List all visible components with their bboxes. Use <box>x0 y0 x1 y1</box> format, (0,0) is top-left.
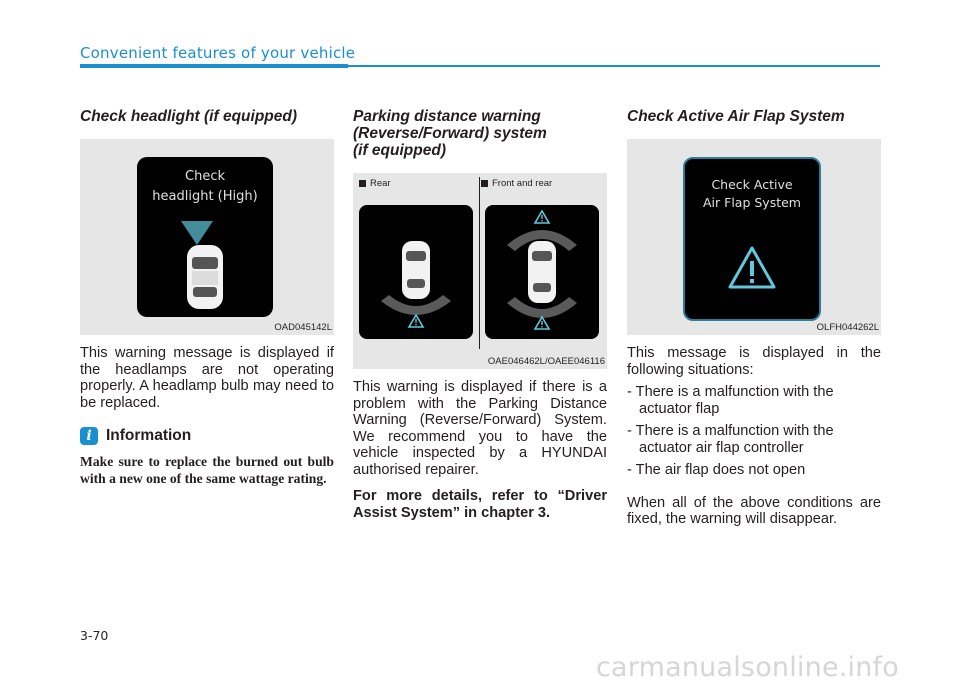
header-rule <box>348 65 880 67</box>
figure-code: OAE046462L/OAEE046116 <box>487 356 605 367</box>
legend-rear-label: Rear <box>370 178 391 189</box>
display-screen <box>683 157 821 321</box>
body-text: This warning is displayed if there is a problem with the Parking Distance Warning (Reverse/Forward) System. We recommend you to have the vehicle inspected by a HYUNDAI authorised repairer. <box>353 379 607 478</box>
headlight-beam-icon <box>181 221 213 245</box>
screen-text-line2: headlight (High) <box>152 189 258 204</box>
heading-line2: (Reverse/Forward) system <box>353 125 547 142</box>
closing-text: When all of the above conditions are fixed, the warning will disappear. <box>627 494 881 527</box>
figure-code: OLFH044262L <box>816 322 879 333</box>
warning-triangle-icon <box>727 245 777 291</box>
display-screen-front-rear <box>485 205 599 339</box>
information-heading <box>80 427 334 445</box>
list-item: - The air flap does not open <box>627 462 806 478</box>
screen-text-line1: Check <box>185 169 225 184</box>
intro-text: This message is displayed in the following situations: <box>627 345 881 378</box>
info-icon: i <box>80 427 98 445</box>
header-bar <box>80 64 348 68</box>
screen-text-line2: Air Flap System <box>703 195 801 210</box>
legend-front-rear <box>481 178 552 189</box>
column-check-headlight <box>80 108 334 487</box>
list-item: - There is a malfunction with the actuator flap <box>627 384 834 417</box>
car-icon <box>402 241 430 299</box>
information-label: Information <box>106 427 192 444</box>
legend-square <box>481 180 488 187</box>
display-screen <box>137 157 273 317</box>
watermark: carmanualsonline.info <box>596 652 899 683</box>
reference-note: For more details, refer to “Driver Assist System” in chapter 3. <box>353 488 607 521</box>
section-title: Convenient features of your vehicle <box>80 44 356 62</box>
body-text: This warning message is displayed if the headlamps are not operating properly. A headlamp bulb may need to be replaced. <box>80 345 334 411</box>
figure-check-headlight <box>80 139 334 335</box>
heading-line1: Parking distance warning <box>353 108 541 125</box>
figure-divider <box>479 177 480 349</box>
page-number: 3-70 <box>80 628 109 643</box>
heading-parking-distance-warning <box>353 108 607 159</box>
heading-check-headlight: Check headlight (if equipped) <box>80 108 298 125</box>
figure-parking-distance-warning <box>353 173 607 369</box>
heading-check-active-air-flap: Check Active Air Flap System <box>627 108 845 125</box>
heading-line3: (if equipped) <box>353 142 446 159</box>
warning-triangle-icon <box>535 211 549 223</box>
rear-sensor-diagram <box>359 205 473 339</box>
column-check-active-air-flap <box>627 108 881 528</box>
legend-front-rear-label: Front and rear <box>492 178 553 189</box>
situation-list <box>627 384 881 479</box>
display-screen-rear <box>359 205 473 339</box>
front-rear-sensor-diagram <box>485 205 599 339</box>
warning-triangle-icon <box>409 315 423 327</box>
screen-text-line1: Check Active <box>711 177 793 192</box>
figure-code: OAD045142L <box>274 322 332 333</box>
figure-check-active-air-flap <box>627 139 881 335</box>
legend-rear <box>359 178 391 189</box>
information-text: Make sure to replace the burned out bulb with a new one of the same wattage rating. <box>80 454 334 486</box>
warning-triangle-icon <box>535 317 549 329</box>
list-item: - There is a malfunction with the actuator air flap controller <box>627 423 834 456</box>
car-icon <box>187 245 223 309</box>
column-parking-distance-warning <box>353 108 607 521</box>
car-with-headlight-icon <box>167 215 243 315</box>
car-icon <box>528 241 556 303</box>
legend-square <box>359 180 366 187</box>
